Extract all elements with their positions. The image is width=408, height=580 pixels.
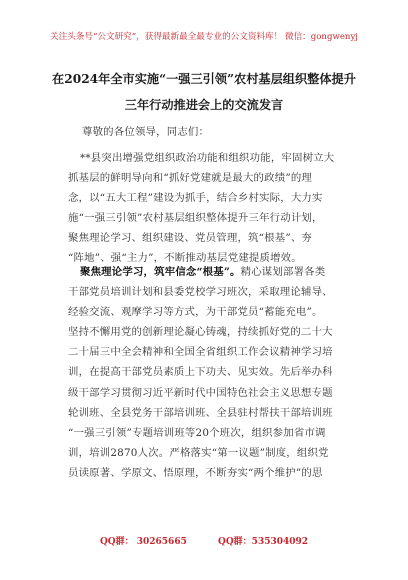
footer-qq-group-2: QQ群：535304092 <box>218 537 309 547</box>
paragraph-2-line: 二十届三中全会精神和全国全省组织工作会议精神学习培 <box>68 346 333 359</box>
paragraph-2 <box>68 262 360 483</box>
paragraph-2-first-line <box>68 262 360 282</box>
paragraph-2-line: 坚持不懈用党的创新理论凝心铸魂，持续抓好党的二十大 <box>68 326 333 339</box>
paragraph-1-line: 聚焦理论学习、组织建设、党员管理，筑“根基”、夯 <box>68 232 313 245</box>
greeting-text: 尊敬的各位领导，同志们： <box>82 126 210 138</box>
paragraph-1-line: **县突出增强党组织政治功能和组织功能，牢固树立大 <box>80 152 335 164</box>
header-banner: 关注头条号“公文研究”，获得最新最全最专业的公文资料库！ 微信：gongwenyj <box>50 32 358 42</box>
document-title-line-1: 在2024年全市实施“一强三引领”农村基层组织整体提升 <box>52 72 356 86</box>
paragraph-1-line: 抓基层的鲜明导向和“抓好党建就是最大的政绩”的理 <box>68 172 313 185</box>
paragraph-2-line: 轮训班、全县党务干部培训班、全县驻村帮扶干部培训班 <box>68 406 333 419</box>
paragraph-1-line: “阵地”、强“主力”，不断推动基层党建提质增效。 <box>68 252 302 265</box>
paragraph-2-line: 经验交流、观摩学习等方式，为干部党员“蓄能充电”。 <box>68 306 323 319</box>
paragraph-2-line: “一强三引领”专题培训班等20个班次，组织参加省市调 <box>68 426 326 439</box>
document-title-line-2: 三年行动推进会上的交流发言 <box>124 98 284 112</box>
paragraph-2-first-rest: 精心谋划部署各类 <box>240 266 326 278</box>
paragraph-2-line: 干部党员培训计划和县委党校学习班次，采取理论辅导、 <box>68 286 333 299</box>
footer-qq-group-1: QQ群： 30265665 <box>99 537 187 547</box>
paragraph-1 <box>68 148 360 269</box>
paragraph-1-line: 施“一强三引领”农村基层组织整体提升三年行动计划， <box>68 212 323 225</box>
paragraph-2-line: 员读原著、学原文、悟原理，不断夯实“两个维护”的思 <box>68 466 323 479</box>
section-heading: 聚焦理论学习，筑牢信念“根基”。 <box>80 266 241 278</box>
paragraph-2-line: 训，培训2870人次。严格落实“第一议题”制度，组织党 <box>68 446 329 459</box>
greeting <box>68 122 360 142</box>
footer-contact <box>0 534 408 547</box>
paragraph-1-line: 念，以“五大工程”建设为抓手，结合乡村实际，大力实 <box>68 192 323 205</box>
paragraph-2-line: 训，在提高干部党员素质上下功夫、见实效。先后举办科 <box>68 366 333 379</box>
paragraph-2-line: 级干部学习贯彻习近平新时代中国特色社会主义思想专题 <box>68 386 333 399</box>
